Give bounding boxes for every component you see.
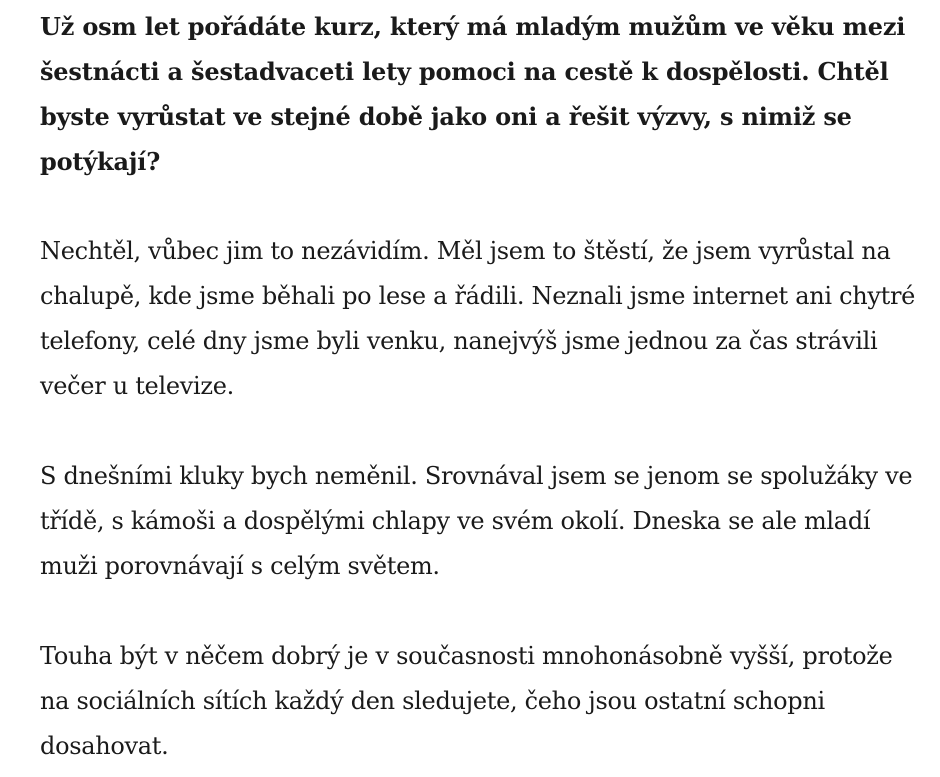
interview-question: Už osm let pořádáte kurz, který má mladým mužům ve věku mezi šestnácti a šestadvaceti lety pomoci na cestě k dospělosti. Chtěl byste vyrůstat ve stejné době jako oni a řešit výzvy, s nimiž se potýkají?: [40, 12, 906, 176]
answer-paragraph-3: Touha být v něčem dobrý je v současnosti mnohonásobně vyšší, protože na sociálních sítích každý den sledujete, čeho jsou ostatní schopni dosahovat.: [40, 642, 893, 760]
answer-paragraph-1: Nechtěl, vůbec jim to nezávidím. Měl jsem to štěstí, že jsem vyrůstal na chalupě, kde jsme běhali po lese a řádili. Neznali jsme internet ani chytré telefony, celé dny jsme byli venku, nanejvýš jsme jednou za čas strávili večer u televize.: [40, 237, 916, 400]
article-body: [40, 4, 918, 769]
answer-paragraph-2: S dnešními kluky bych neměnil. Srovnával jsem se jenom se spolužáky ve třídě, s kámoši a dospělými chlapy ve svém okolí. Dneska se ale mladí muži porovnávají s celým světem.: [40, 462, 913, 580]
